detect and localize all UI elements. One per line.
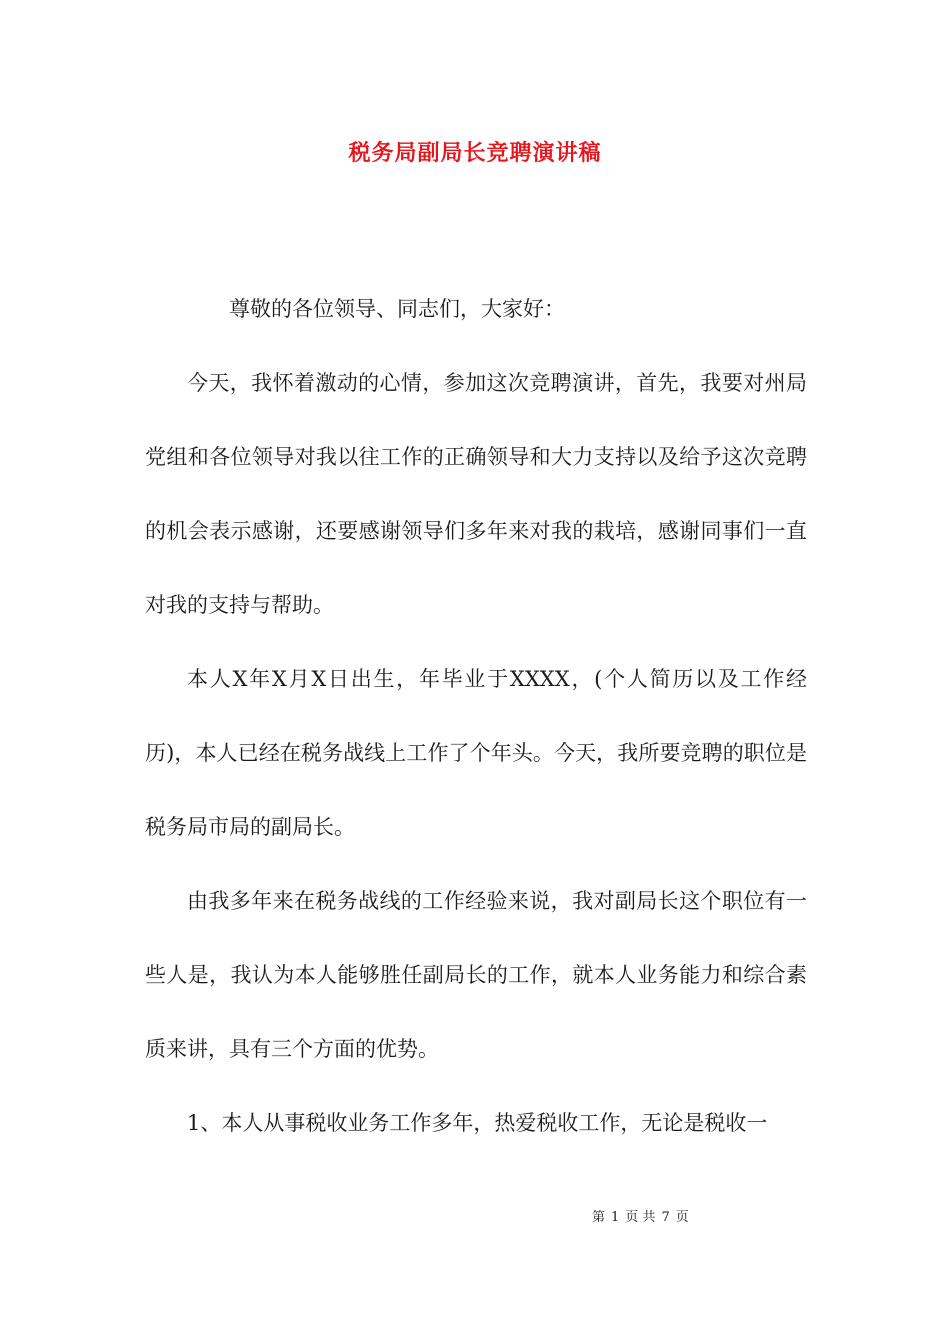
page-label-prefix: 第 (592, 1210, 606, 1225)
page-number-footer (592, 1206, 695, 1225)
body-paragraph: 由我多年来在税务战线的工作经验来说，我对副局长这个职位有一些人是，我认为本人能够胜任副局长的工作，就本人业务能力和综合素质来讲，具有三个方面的优势。 (145, 889, 807, 1061)
total-pages-number: 7 (661, 1210, 670, 1225)
page-label-mid: 页 共 (625, 1210, 656, 1225)
body-paragraph: 1、本人从事税收业务工作多年，热爱税收工作，无论是税收一 (187, 1111, 768, 1135)
salutation-paragraph: 尊敬的各位领导、同志们，大家好： (229, 297, 565, 321)
document-title: 税务局副局长竞聘演讲稿 (348, 140, 602, 166)
page-label-suffix: 页 (675, 1210, 689, 1225)
document-body (145, 272, 807, 1160)
body-paragraph: 本人X年X月X日出生，年毕业于XXXX，(个人简历以及工作经历)，本人已经在税务战线上工作了个年头。今天，我所要竞聘的职位是税务局市局的副局长。 (145, 667, 807, 839)
current-page-number: 1 (611, 1210, 620, 1225)
body-paragraph: 今天，我怀着激动的心情，参加这次竞聘演讲，首先，我要对州局党组和各位领导对我以往工作的正确领导和大力支持以及给予这次竞聘的机会表示感谢，还要感谢领导们多年来对我的栽培，感谢同事们一直对我的支持与帮助。 (145, 371, 807, 617)
